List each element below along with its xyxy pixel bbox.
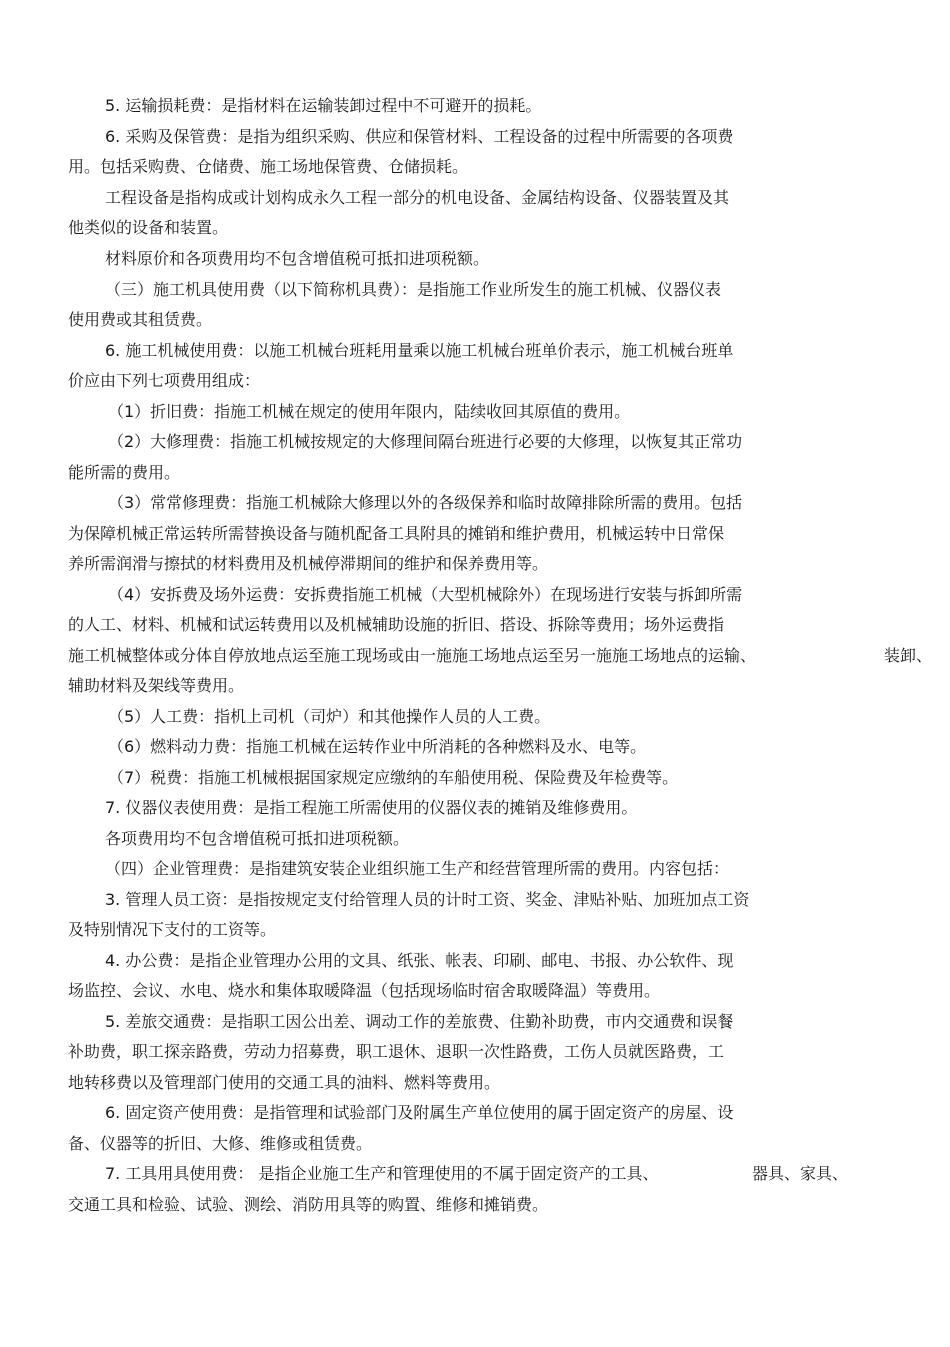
text-line: （三）施工机具使用费（以下简称机具费）：是指施工作业所发生的施工机械、仪器仪表 xyxy=(105,280,722,299)
text-line: 价应由下列七项费用组成： xyxy=(68,371,261,390)
text-line: 6. 固定资产使用费：是指管理和试验部门及附属生产单位使用的属于固定资产的房屋、设 xyxy=(105,1103,734,1122)
text-line: 交通工具和检验、试验、测绘、消防用具等的购置、维修和摊销费。 xyxy=(68,1195,549,1214)
text-line: 为保障机械正常运转所需替换设备与随机配备工具附具的摊销和维护费用，机械运转中日常保 xyxy=(68,524,725,543)
text-line: 工程设备是指构成或计划构成永久工程一部分的机电设备、金属结构设备、仪器装置及其 xyxy=(105,188,730,207)
text-line: 的人工、材料、机械和试运转费用以及机械辅助设施的折旧、搭设、拆除等费用；场外运费指 xyxy=(68,615,725,634)
text-line: 施工机械整体或分体自停放地点运至施工现场或由一施施工场地点运至另一施施工场地点的运输、 xyxy=(68,646,757,665)
text-line: 6. 施工机械使用费：以施工机械台班耗用量乘以施工机械台班单价表示，施工机械台班单 xyxy=(105,341,734,360)
text-line: 使用费或其租赁费。 xyxy=(68,310,213,329)
text-line: 场监控、会议、水电、烧水和集体取暖降温（包括现场临时宿舍取暖降温）等费用。 xyxy=(68,981,661,1000)
text-line: 及特别情况下支付的工资等。 xyxy=(68,920,277,939)
text-line: 4. 办公费：是指企业管理办公用的文具、纸张、帐表、印刷、邮电、书报、办公软件、现 xyxy=(105,951,734,970)
text-line: （7）税费：指施工机械根据国家规定应缴纳的车船使用税、保险费及年检费等。 xyxy=(108,768,679,787)
text-line: 7. 仪器仪表使用费：是指工程施工所需使用的仪器仪表的摊销及维修费用。 xyxy=(105,798,638,817)
text-line: 能所需的费用。 xyxy=(68,463,181,482)
text-line: 补助费，职工探亲路费，劳动力招募费，职工退休、退职一次性路费，工伤人员就医路费，工 xyxy=(68,1042,725,1061)
text-line: 5. 差旅交通费：是指职工因公出差、调动工作的差旅费、住勤补助费，市内交通费和误餐 xyxy=(105,1012,734,1031)
text-line: （1）折旧费：指施工机械在规定的使用年限内，陆续收回其原值的费用。 xyxy=(108,402,631,421)
text-line: 他类似的设备和装置。 xyxy=(68,218,229,237)
text-line: 5. 运输损耗费：是指材料在运输装卸过程中不可避开的损耗。 xyxy=(105,96,542,115)
text-line: 备、仪器等的折旧、大修、维修或租赁费。 xyxy=(68,1134,373,1153)
text-line: 装卸、 xyxy=(884,646,933,665)
text-line: 各项费用均不包含增值税可抵扣进项税额。 xyxy=(105,829,410,848)
text-line: 养所需润滑与擦拭的材料费用及机械停滞期间的维护和保养费用等。 xyxy=(68,554,549,573)
text-line: 地转移费以及管理部门使用的交通工具的油料、燃料等费用。 xyxy=(68,1073,501,1092)
text-line: （四）企业管理费：是指建筑安装企业组织施工生产和经营管理所需的费用。内容包括： xyxy=(105,859,730,878)
text-line: 器具、家具、 xyxy=(752,1164,849,1183)
text-line: （2）大修理费：指施工机械按规定的大修理间隔台班进行必要的大修理，以恢复其正常功 xyxy=(108,432,743,451)
text-line: （6）燃料动力费：指施工机械在运转作业中所消耗的各种燃料及水、电等。 xyxy=(108,737,647,756)
text-line: （3）常常修理费：指施工机械除大修理以外的各级保养和临时故障排除所需的费用。包括 xyxy=(108,493,743,512)
text-line: 用。包括采购费、仓储费、施工场地保管费、仓储损耗。 xyxy=(68,157,469,176)
text-line: （4）安拆费及场外运费：安拆费指施工机械（大型机械除外）在现场进行安装与拆卸所需 xyxy=(108,585,743,604)
text-line: 材料原价和各项费用均不包含增值税可抵扣进项税额。 xyxy=(105,249,490,268)
text-line: 6. 采购及保管费：是指为组织采购、供应和保管材料、工程设备的过程中所需要的各项费 xyxy=(105,127,734,146)
text-line: （5）人工费：指机上司机（司炉）和其他操作人员的人工费。 xyxy=(108,707,551,726)
text-line: 辅助材料及架线等费用。 xyxy=(68,676,245,695)
text-line: 7. 工具用具使用费： 是指企业施工生产和管理使用的不属于固定资产的工具、 xyxy=(105,1164,659,1183)
text-line: 3. 管理人员工资：是指按规定支付给管理人员的计时工资、奖金、津贴补贴、加班加点工资 xyxy=(105,890,750,909)
